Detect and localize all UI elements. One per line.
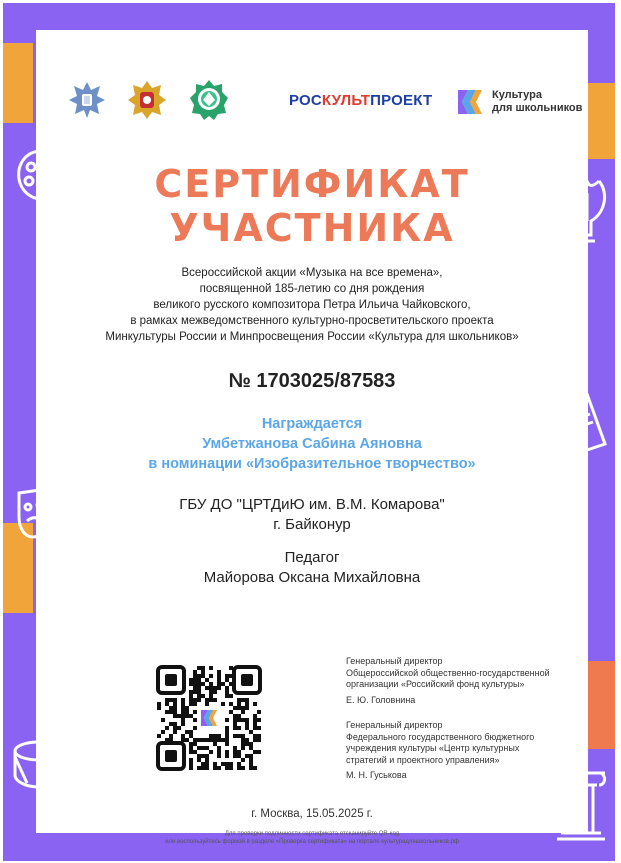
ministry-of-education-emblem-icon [126, 78, 168, 122]
nomination: в номинации «Изобразительное творчество» [148, 456, 476, 472]
certificate-subtitle: УЧАСТНИКА [169, 206, 455, 250]
organization-city: г. Байконур [273, 516, 351, 533]
signers-block [346, 656, 606, 782]
signer-name: М. Н. Гуськова [346, 770, 407, 780]
description-line: Всероссийской акции «Музыка на все времена», [181, 267, 443, 279]
organization-name: ГБУ ДО "ЦРТДиЮ им. В.М. Комарова" [179, 496, 445, 513]
award-heading: Награждается [261, 416, 363, 432]
russian-culture-foundation-emblem-icon [188, 78, 230, 122]
kultura-dlya-shkolnikov-logo: Культура для школьников [454, 86, 582, 118]
teacher-block [36, 548, 588, 588]
kultura-logo-icon [454, 86, 486, 118]
teacher-role: Педагог [284, 549, 340, 566]
certificate-number: № 1703025/87583 [228, 370, 396, 392]
description-line: в рамках межведомственного культурно-просветительского проекта [130, 315, 494, 327]
award-block [36, 414, 588, 474]
roskultproekt-logo: РОСКУЛЬТПРОЕКТ [289, 92, 433, 109]
signer-2: Генеральный директор Федерального государственного бюджетного учреждения культуры «Центр культурных стратегий и проектного управления» М. Н. Гуськова [346, 720, 606, 782]
frame-band [3, 43, 33, 123]
frame-band [585, 83, 615, 159]
teacher-name: Майорова Оксана Михайловна [203, 569, 421, 586]
certificate-sheet [36, 30, 588, 845]
description-line: посвященной 185-летию со дня рождения [199, 283, 425, 295]
certificate-frame [3, 3, 615, 861]
place-and-date: г. Москва, 15.05.2025 г. [251, 808, 373, 820]
logo-row [36, 78, 588, 126]
verification-note: Для проверки подлинности сертификата отсканируйте QR-код или воспользуйтесь формой в разделе «Проверка сертификата» на портале культурадляшкольников.рф [165, 831, 459, 845]
organization-block [36, 495, 588, 535]
signer-name: Е. Ю. Головнина [346, 694, 416, 705]
signer-1: Генеральный директор Общероссийской общественно-государственной организации «Российский фонд культуры» Е. Ю. Головнина [346, 656, 606, 706]
certificate-description [36, 265, 588, 345]
recipient-name: Умбетжанова Сабина Аяновна [202, 436, 422, 452]
ministry-of-culture-emblem-icon [66, 78, 108, 122]
description-line: великого русского композитора Петра Ильича Чайковского, [153, 299, 471, 311]
certificate-title: СЕРТИФИКАТ [154, 162, 470, 206]
description-line: Минкультуры России и Минпросвещения России «Культура для школьников» [105, 331, 519, 343]
qr-code[interactable] [154, 663, 264, 773]
